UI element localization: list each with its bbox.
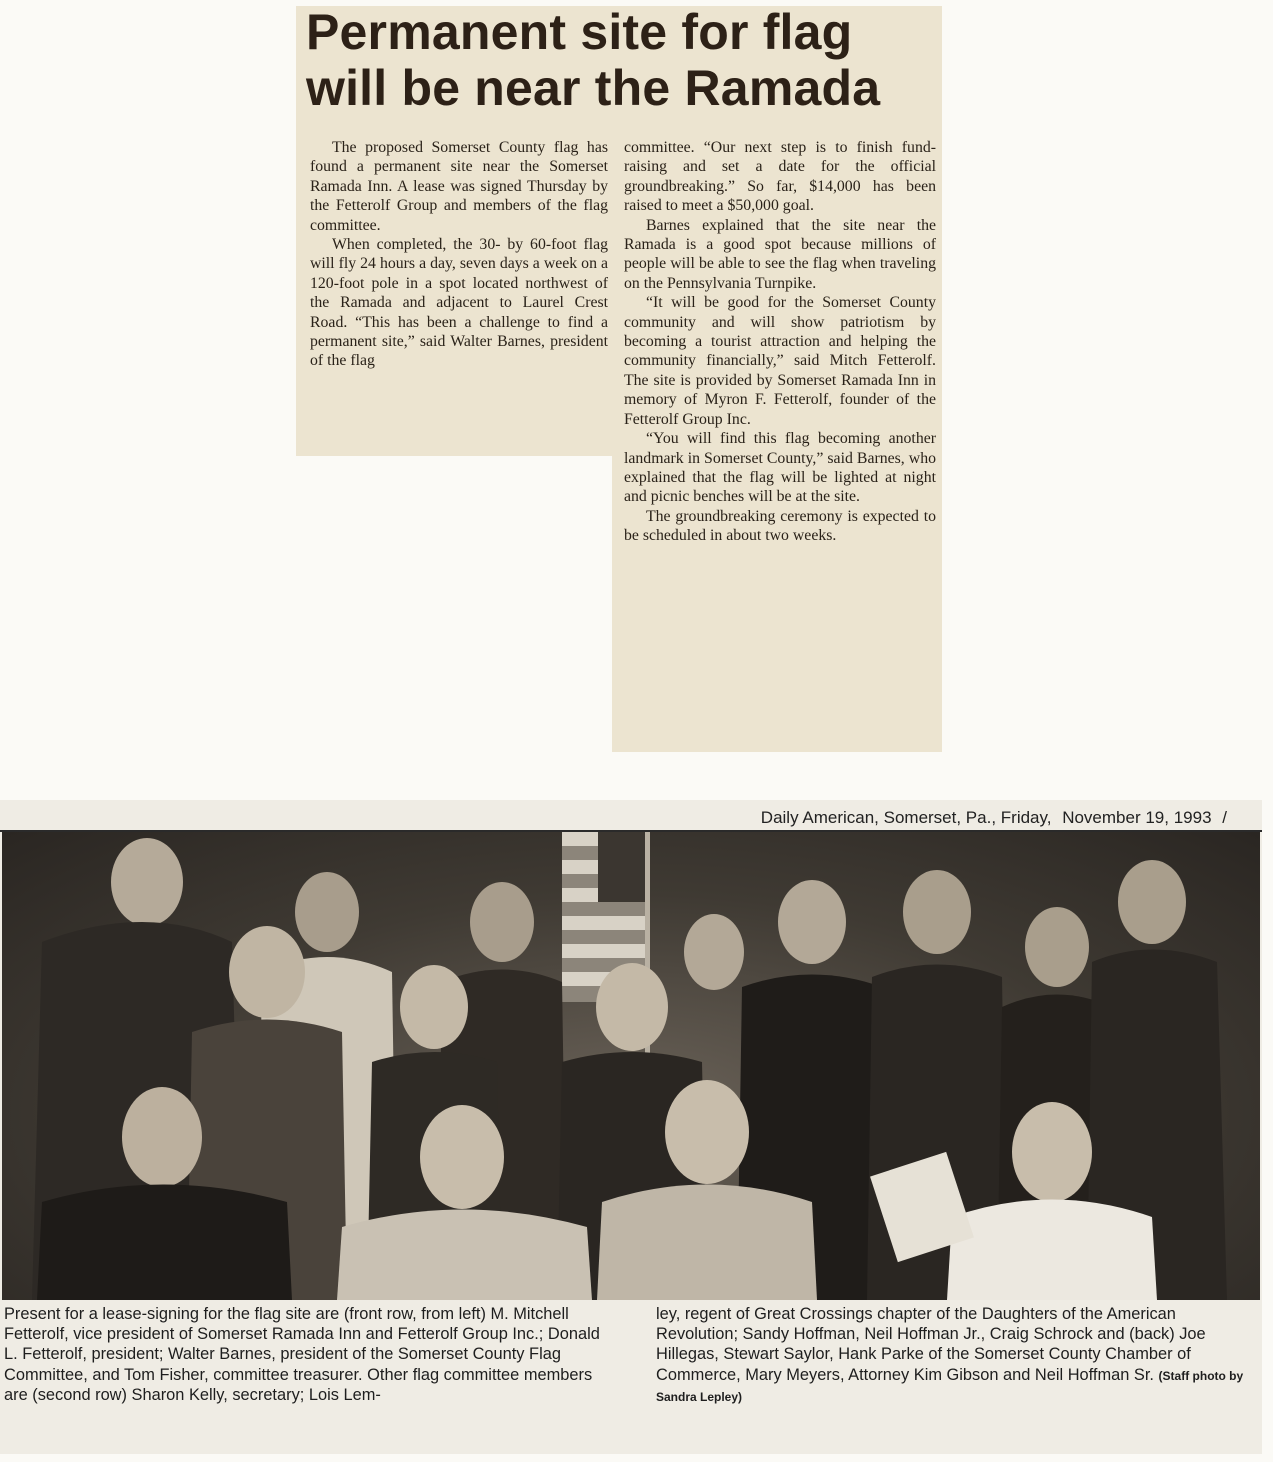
paragraph: The groundbreaking ceremony is expected to be scheduled in about two weeks. (624, 507, 936, 545)
headline-line-1: Permanent site for flag (306, 4, 853, 60)
paragraph: “You will find this flag becoming another landmark in Somerset County,” said Barnes, who explained that the flag will be lighted at night and picnic benches will be at the site. (624, 430, 936, 506)
photo-credit: (Staff photo by Sandra Lepley) (656, 1368, 1244, 1404)
paragraph: “It will be good for the Somerset County community and will show patriotism by becoming a tourist attraction and helping the community financially,” said Mitch Fetterolf. The site is provided by Somerset Ramada Inn in memory of Myron F. Fetterolf, founder of the Fetterolf Group Inc. (624, 294, 936, 428)
caption-column-2 (656, 1304, 1258, 1407)
group-photo-illustration (2, 832, 1260, 1300)
paragraph: When completed, the 30- by 60-foot flag will fly 24 hours a day, seven days a week on a 120-foot pole in a spot located northwest of the Ramada and adjacent to Laurel Crest Road. “This has been a challenge to find a permanent site,” said Walter Barnes, president of the flag (310, 236, 608, 370)
dateline-marker: / (1222, 808, 1227, 827)
paragraph: committee. “Our next step is to finish fund-raising and set a date for the official groundbreaking.” So far, $14,000 has been raised to meet a $50,000 goal. (624, 139, 936, 215)
paragraph: Barnes explained that the site near the Ramada is a good spot because millions of people will be able to see the flag when traveling on the Pennsylvania Turnpike. (624, 216, 936, 292)
article-column-2 (624, 138, 936, 546)
dateline-paper: Daily American, Somerset, Pa., Friday, (760, 808, 1052, 827)
paragraph: The proposed Somerset County flag has found a permanent site near the Somerset Ramada Inn. A lease was signed Thursday by the Fetterolf Group and members of the flag committee. (310, 139, 608, 234)
article-headline (306, 4, 946, 116)
headline-line-2: will be near the Ramada (306, 60, 881, 116)
caption-text: ley, regent of Great Crossings chapter of the Daughters of the American Revolution; Sandy Hoffman, Neil Hoffman Jr., Craig Schrock and (back) Joe Hillegas, Stewart Saylor, Hank Parke of the Somerset County Chamber of Commerce, Mary Meyers, Attorney Kim Gibson and Neil Hoffman Sr. (656, 1305, 1206, 1384)
article-column-1 (310, 138, 608, 371)
caption-column-1: Present for a lease-signing for the flag site are (front row, from left) M. Mitchell Fetterolf, vice president of Somerset Ramada Inn and Fetterolf Group Inc.; Donald L. Fetterolf, president; Walter Barnes, president of the Somerset County Flag Committee, and Tom Fisher, committee treasurer. Other flag committee members are (second row) Sharon Kelly, secretary; Lois Lem- (4, 1305, 600, 1404)
group-photo (2, 832, 1260, 1300)
dateline-date: November 19, 1993 (1062, 808, 1212, 827)
dateline (755, 808, 1227, 828)
